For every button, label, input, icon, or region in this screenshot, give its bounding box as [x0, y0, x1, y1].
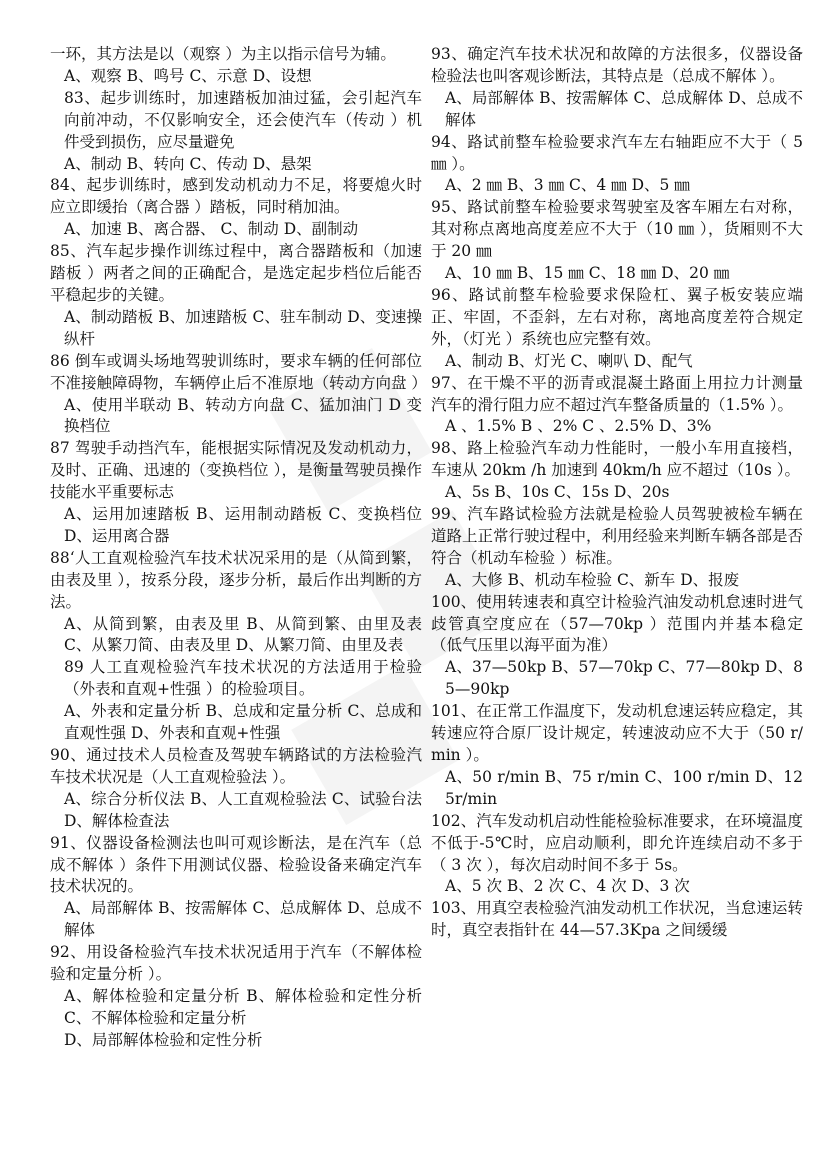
left-paragraph: 92、用设备检验汽车技术状况适用于汽车（不解体检验和定量分析 ）。: [50, 943, 422, 984]
left-paragraph: A、加速 B、离合器、 C、制动 D、副制动: [64, 220, 359, 239]
right-paragraph: 99、汽车路试检验方法就是检验人员驾驶被检车辆在道路上正常行驶过程中，利用经验来判断车辆各部是否符合（机动车检验 ）标准。: [431, 505, 804, 567]
right-paragraph: 95、路试前整车检验要求驾驶室及客车厢左右对称，其对称点离地高度差应不大于（10 ㎜ ），货厢则不大于 20 ㎜: [431, 198, 803, 261]
left-column: [50, 44, 427, 1052]
right-paragraph: A、50 r/min B、75 r/min C、100 r/min D、125r/min: [445, 767, 803, 808]
right-paragraph: 93、确定汽车技术状况和故障的方法很多，仪器设备检验法也叫客观诊断法，其特点是（总成不解体 ）。: [431, 45, 803, 85]
right-paragraph: 103、用真空表检验汽油发动机工作状况，当怠速运转时，真空表指针在 44—57.3Kpa 之间缓缓: [431, 899, 803, 940]
right-paragraph: A、10 ㎜ B、15 ㎜ C、18 ㎜ D、20 ㎜: [445, 264, 730, 283]
right-paragraph: 97、在干燥不平的沥青或混凝土路面上用拉力计测量汽车的滑行阻力应不超过汽车整备质量的（1.5% ）。: [431, 373, 803, 414]
left-paragraph: A、运用加速踏板 B、运用制动踏板 C、变换档位 D、运用离合器: [64, 505, 422, 545]
left-paragraph: A、外表和定量分析 B、总成和定量分析 C、总成和直观性强 D、外表和直观+性强: [64, 702, 422, 743]
left-paragraph: A、解体检验和定量分析 B、解体检验和定性分析 C、不解体检验和定量分析: [64, 986, 422, 1027]
right-paragraph: 101、在正常工作温度下，发动机怠速运转应稳定，其转速应符合原厂设计规定，转速波动应不大于（50 r/min ）。: [431, 702, 803, 764]
left-paragraph: 86 倒车或调头场地驾驶训练时，要求车辆的任何部位不准接触障碍物，车辆停止后不准原地（转动方向盘 ）: [50, 351, 427, 392]
right-paragraph: 96、路试前整车检验要求保险杠、翼子板安装应端正、牢固，不歪斜，左右对称，离地高度差符合规定外，（灯光 ）系统也应完整有效。: [431, 285, 803, 348]
left-paragraph: 88‘人工直观检验汽车技术状况采用的是（从简到繁，由表及里 ），按系分段，逐步分析，最后作出判断的方法。: [50, 548, 422, 611]
left-paragraph: A、制动 B、转向 C、传动 D、悬架: [64, 154, 312, 173]
left-paragraph: 85、汽车起步操作训练过程中，离合器踏板和（加速踏板 ）两者之间的正确配合，是选定起步档位后能否平稳起步的关键。: [50, 242, 422, 304]
right-paragraph: 102、汽车发动机启动性能检验标准要求，在环境温度不低于-5℃时，应启动顺利，即允许连续启动不多于（ 3 次 ），每次启动时间不多于 5s。: [431, 811, 803, 874]
right-paragraph: A、37—50kp B、57—70kp C、77—80kp D、85—90kp: [445, 658, 803, 699]
right-paragraph: A、制动 B、灯光 C、喇叭 D、配气: [445, 351, 693, 370]
left-paragraph: A、综合分析仪法 B、人工直观检验法 C、试验台法 D、解体检查法: [64, 789, 422, 830]
right-paragraph: 100、使用转速表和真空计检验汽油发动机怠速时进气歧管真空度应在（57—70kp ）范围内并基本稳定（低气压里以海平面为准）: [431, 592, 803, 655]
right-paragraph: A、5s B、10s C、15s D、20s: [445, 483, 670, 502]
left-paragraph: A、从简到繁，由表及里 B、从简到繁、由里及表 C、从繁刀简、由表及里 D、从繁刀简、由里及表: [64, 614, 422, 655]
right-column: [431, 44, 803, 942]
left-paragraph: 一环，其方法是以（观察 ）为主以指示信号为辅。: [50, 45, 396, 63]
left-paragraph: 91、仪器设备检测法也叫可观诊断法，是在汽车（总成不解体 ）条件下用测试仪器、检验设备来确定汽车技术状况的。: [50, 833, 422, 896]
right-paragraph: 98、路上检验汽车动力性能时，一般小车用直接档，车速从 20km /h 加速到 40km/h 应不超过（10s ）。: [431, 439, 803, 480]
right-paragraph: A、2 ㎜ B、3 ㎜ C、4 ㎜ D、5 ㎜: [445, 176, 690, 195]
left-paragraph: A、局部解体 B、按需解体 C、总成解体 D、总成不解体: [64, 899, 422, 940]
right-paragraph: A 、1.5% B 、2% C 、2.5% D、3%: [445, 417, 712, 436]
left-paragraph: A、使用半联动 B、转动方向盘 C、猛加油门 D 变换档位: [64, 395, 422, 436]
right-paragraph: 94、路试前整车检验要求汽车左右轴距应不大于（ 5 ㎜ ）。: [431, 132, 803, 173]
left-paragraph: D、局部解体检验和定性分析: [64, 1030, 263, 1049]
left-paragraph: 89 人工直观检验汽车技术状况的方法适用于检验（外表和直观+性强 ）的检验项目。: [64, 658, 422, 699]
left-paragraph: 83、起步训练时，加速踏板加油过猛，会引起汽车向前冲动，不仅影响安全，还会使汽车（传动 ）机件受到损伤，应尽量避免: [64, 88, 422, 151]
left-paragraph: 87 驾驶手动挡汽车，能根据实际情况及发动机动力，及时、正确、迅速的（变换档位 ），是衡量驾驶员操作技能水平重要标志: [50, 439, 422, 502]
right-paragraph: A、5 次 B、2 次 C、4 次 D、3 次: [445, 877, 690, 896]
left-paragraph: A、制动踏板 B、加速踏板 C、驻车制动 D、变速操纵杆: [64, 307, 422, 348]
left-paragraph: A、观察 B、鸣号 C、示意 D、设想: [64, 66, 312, 85]
right-paragraph: A、大修 B、机动车检验 C、新车 D、报废: [445, 570, 740, 589]
left-paragraph: 90、通过技术人员检查及驾驶车辆路试的方法检验汽车技术状况是（人工直观检验法 ）。: [50, 746, 422, 786]
left-paragraph: 84、起步训练时，感到发动机动力不足，将要熄火时应立即缓抬（离合器 ）踏板，同时稍加油。: [50, 176, 422, 217]
right-paragraph: A、局部解体 B、按需解体 C、总成解体 D、总成不解体: [445, 88, 803, 129]
